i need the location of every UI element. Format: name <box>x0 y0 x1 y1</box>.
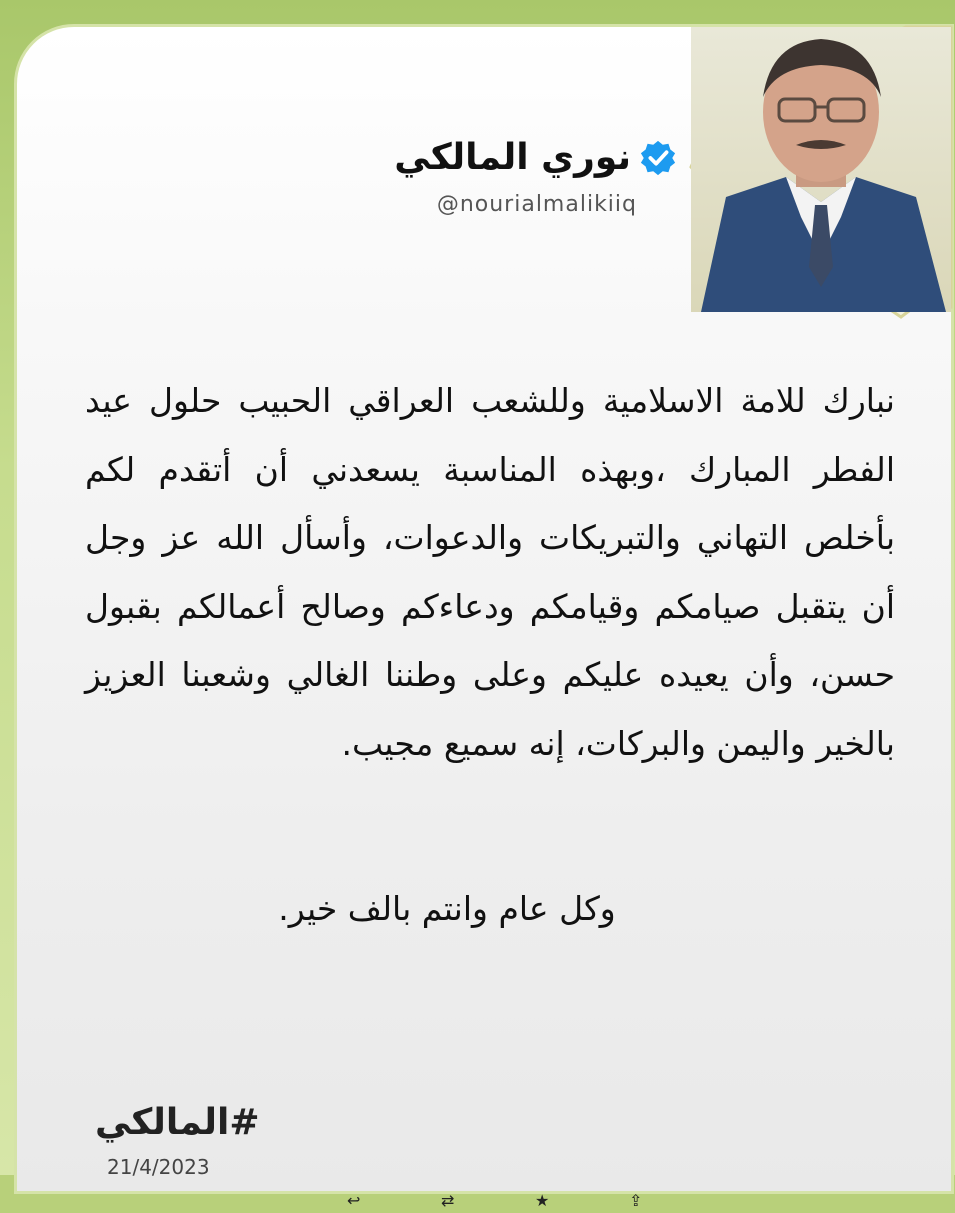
like-icon[interactable]: ★ <box>535 1191 550 1210</box>
share-icon[interactable]: ⇪ <box>629 1191 643 1210</box>
post-card <box>14 24 954 1210</box>
profile-portrait <box>691 27 951 312</box>
post-date: 21/4/2023 <box>107 1155 210 1179</box>
user-handle[interactable]: @nourialmalikiiq <box>436 192 637 217</box>
post-body: نبارك للامة الاسلامية وللشعب العراقي الحبيب حلول عيد الفطر المبارك ،وبهذه المناسبة يسعدني أن أتقدم لكم بأخلص التهاني والتبريكات والدعوات، وأسأل الله عز وجل أن يتقبل صيامكم وقيامكم ودعاءكم وصالح أعمالكم بقبول حسن، وأن يعيده عليكم وعلى وطننا الغالي وشعبنا العزيز بالخير واليمن والبركات، إنه سميع مجيب. <box>85 381 895 763</box>
action-bar <box>347 1189 647 1210</box>
reply-icon[interactable]: ↩ <box>347 1191 361 1210</box>
post-closing: وكل عام وانتم بالف خير. <box>278 889 616 928</box>
hashtag-link[interactable]: #المالكي <box>95 1102 260 1143</box>
display-name[interactable]: نوري المالكي <box>394 137 631 178</box>
name-row <box>277 137 677 178</box>
verified-badge-icon <box>639 139 677 177</box>
retweet-icon[interactable]: ⇄ <box>441 1191 455 1210</box>
profile-header <box>277 137 677 217</box>
